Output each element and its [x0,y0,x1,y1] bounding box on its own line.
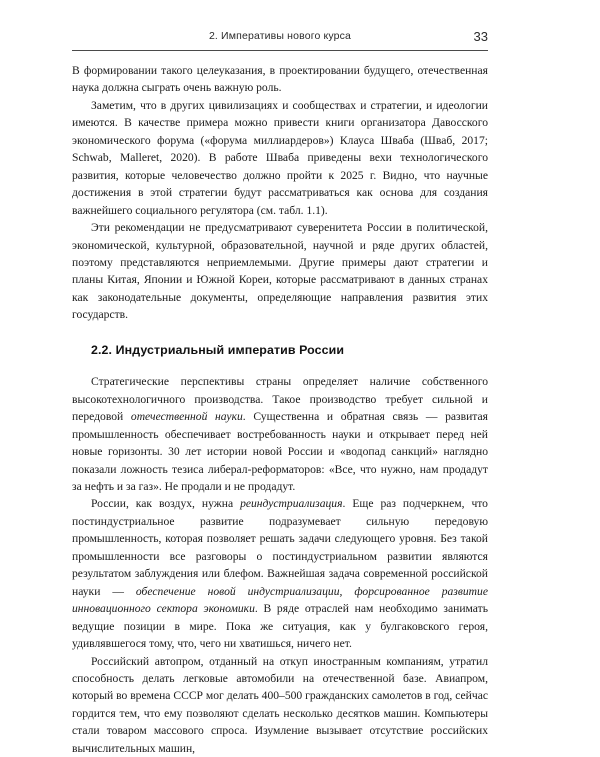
body-paragraph: Заметим, что в других цивилизациях и сообществах и стратегии, и идеологии имеются. В качестве примера можно привести книги организатора Давосского экономического форума («форума миллиардеров») Клауса Шваба (Шваб, 2017; Schwab, Malleret, 2020). В работе Шваба приведены вехи технологического развития, которые человечество должно пройти к 2025 г. Видно, что научные достижения в этой стратегии будут рассматриваться как основа для создания важнейшего социального регулятора (см. табл. 1.1). [72,97,488,219]
page-number: 33 [474,29,488,44]
emphasis-text: реиндустриализация [240,497,342,510]
text-column [72,62,488,757]
header-rule [72,50,488,51]
emphasis-text: отечественной науки [131,410,243,423]
section-heading-block [72,324,488,373]
emphasis-text: обеспечение новой индустриализации, форсированное развитие инновационного сектора экономики [72,585,488,615]
body-paragraph: Российский автопром, отданный на откуп иностранным компаниям, утратил способность делать легковые автомобили на отечественной базе. Авиапром, который во времена СССР мог делать 400–500 гражданских самолетов в год, сейчас гордится тем, что ему позволяют сделать несколько десятков машин. Компьютеры стали товаром массового спроса. Изумление вызывает отсутствие российских вычислительных машин, [72,653,488,757]
body-paragraph: Стратегические перспективы страны определяет наличие собственного высокотехнологичного производства. Такое производство требует сильной и передовой отечественной науки. Существенна и обратная связь — развитая промышленность обеспечивает востребованность науки и открывает перед ней новые горизонты. 30 лет истории новой России и «водопад санкций» наглядно показали ложность тезиса либерал-реформаторов: «Все, что нужно, нам продадут за нефть и за газ». Не продали и не продадут. [72,373,488,495]
running-head-title: 2. Императивы нового курса [72,30,488,42]
section-heading: 2.2. Индустриальный императив России [72,342,488,359]
running-head [72,30,488,48]
body-paragraph: Эти рекомендации не предусматривают суверенитета России в политической, экономической, культурной, образовательной, научной и ряде других областей, поэтому представляются неприемлемыми. Другие примеры дают стратегии и планы Китая, Японии и Южной Кореи, которые рассматривают в данных странах как законодательные документы, определяющие направления развития этих государств. [72,219,488,324]
paragraphs-after-heading [72,373,488,757]
body-paragraph: В формировании такого целеуказания, в проектировании будущего, отечественная наука должна сыграть очень важную роль. [72,62,488,97]
body-paragraph: России, как воздух, нужна реиндустриализация. Еще раз подчеркнем, что постиндустриальное развитие подразумевает сильную передовую промышленность, которая позволяет решать задачи следующего уровня. Без такой промышленности все разговоры о постиндустриальном развитии являются результатом заблуждения или блефом. Важнейшая задача современной российской науки — обеспечение новой индустриализации, форсированное развитие инновационного сектора экономики. В ряде отраслей нам необходимо занимать ведущие позиции в мире. Пока же ситуация, как у булгаковского героя, удивлявшегося тому, что, чего ни хватишься, ничего нет. [72,495,488,652]
paragraphs-before-heading [72,62,488,324]
